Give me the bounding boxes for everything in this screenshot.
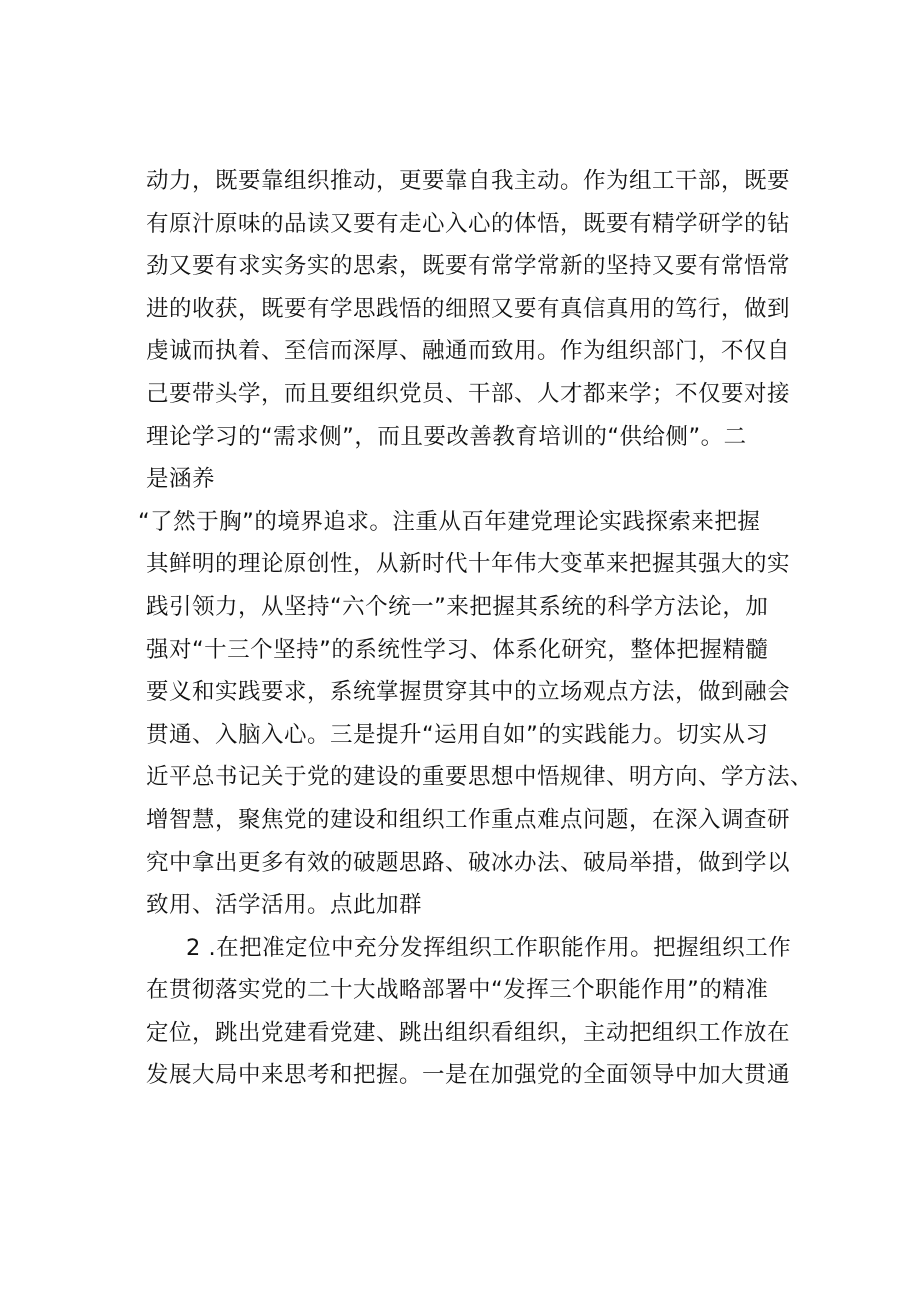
text-line: 致用、活学活用。点此加群 [146,892,423,919]
text-line: 是涵养 [146,466,216,493]
text-line: 践引领力，从坚持“六个统一”来把握其系统的科学方法论，加 [146,593,769,620]
text-line: 近平总书记关于党的建设的重要思想中悟规律、明方向、学方法、 [146,764,814,791]
text-line: 强对“十三个坚持”的系统性学习、体系化研究，整体把握精髓 [146,636,769,663]
section-heading-line: 2 .在把准定位中充分发挥组织工作职能作用。把握组织工作 [186,934,792,961]
text-line: 理论学习的“需求侧”，而且要改善教育培训的“供给侧”。二 [146,423,747,450]
text-line: “了然于胸”的境界追求。注重从百年建党理论实践探索来把握 [138,508,761,535]
text-line: 要义和实践要求，系统掌握贯穿其中的立场观点方法，做到融会 [146,679,791,706]
text-line: 动力，既要靠组织推动，更要靠自我主动。作为组工干部，既要 [146,168,791,194]
text-line: 己要带头学，而且要组织党员、干部、人才都来学；不仅要对接 [146,380,791,407]
text-line: 贯通、入脑入心。三是提升“运用自如”的实践能力。切实从习 [146,721,769,748]
text-line: 在贯彻落实党的二十大战略部署中“发挥三个职能作用”的精准 [146,977,769,1004]
body-text [138,160,846,1097]
text-line: 发展大局中来思考和把握。一是在加强党的全面领导中加大贯通 [146,1062,791,1089]
text-line: 进的收获，既要有学思践悟的细照又要有真信真用的笃行，做到 [146,295,791,322]
text-line: 定位，跳出党建看党建、跳出组织看组织，主动把组织工作放在 [146,1019,791,1046]
text-line: 劲又要有求实务实的思索，既要有常学常新的坚持又要有常悟常 [146,253,791,280]
text-line: 究中拿出更多有效的破题思路、破冰办法、破局举措，做到学以 [146,849,791,876]
text-line: 其鲜明的理论原创性，从新时代十年伟大变革来把握其强大的实 [146,551,791,578]
text-line: 增智慧，聚焦党的建设和组织工作重点难点问题，在深入调查研 [146,806,791,833]
text-line: 虔诚而执着、至信而深厚、融通而致用。作为组织部门，不仅自 [146,338,791,365]
text-line: 有原汁原味的品读又要有走心入心的体悟，既要有精学研学的钻 [146,210,791,237]
